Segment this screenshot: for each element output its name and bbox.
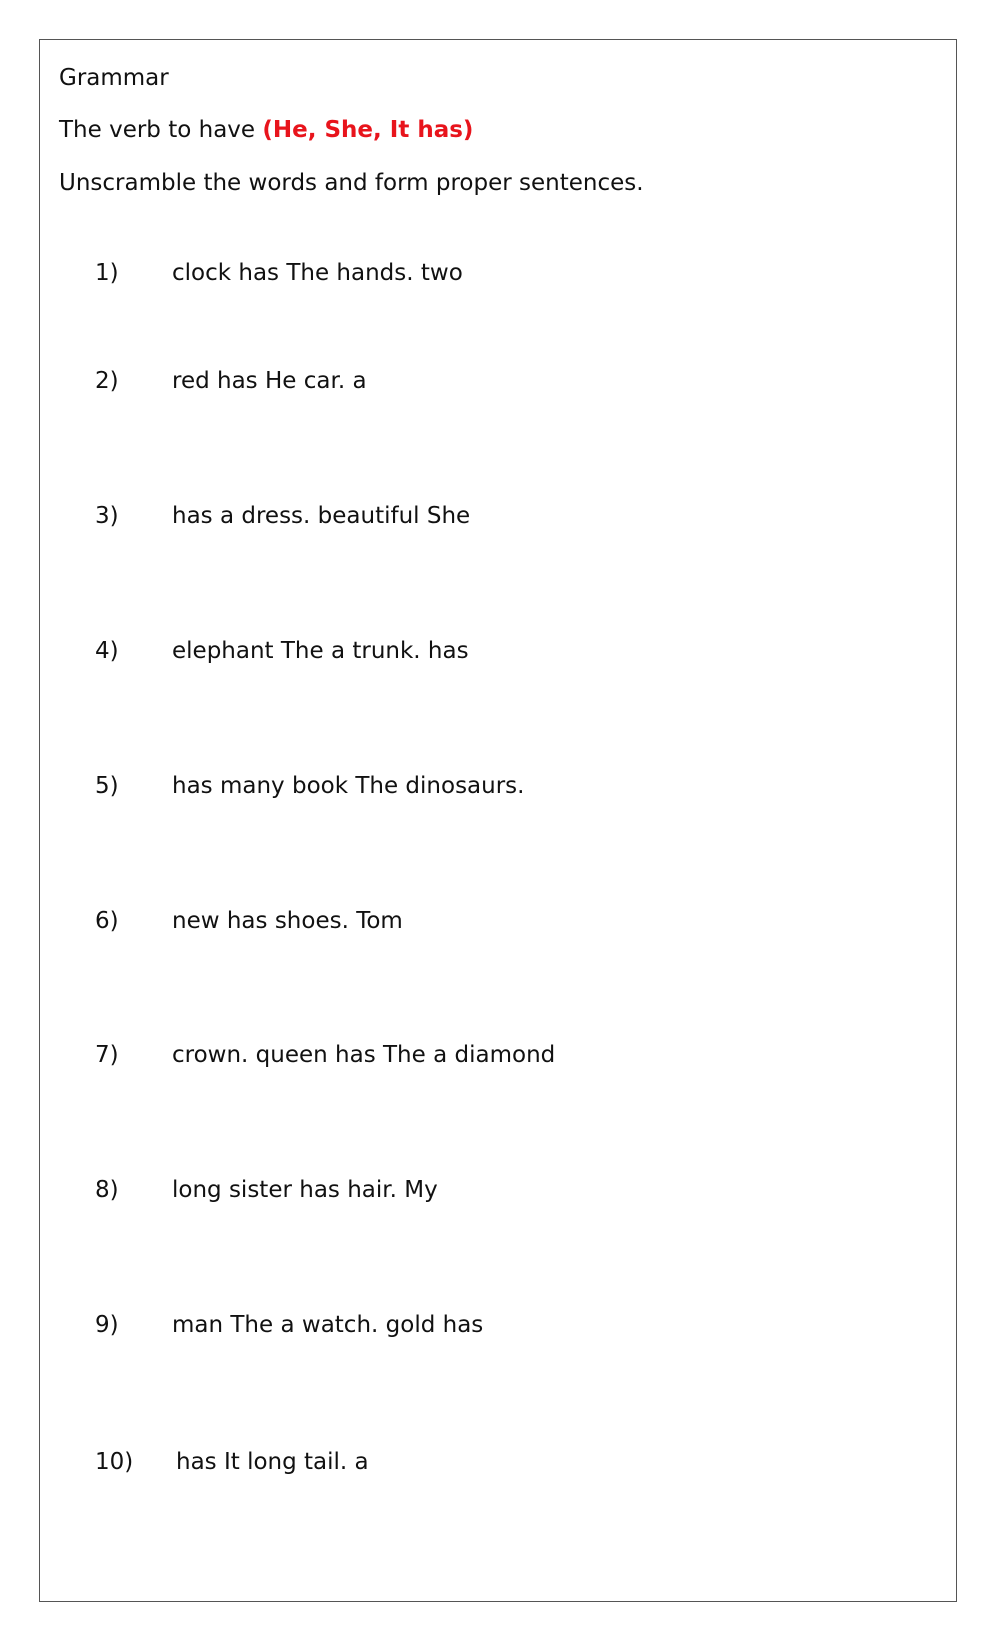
item-number: 6) [95,908,119,934]
scrambled-sentence: crown. queen has The a diamond [172,1042,556,1068]
item-number: 2) [95,368,119,394]
item-number: 3) [95,503,119,529]
subtitle-highlight: (He, She, It has) [262,117,474,143]
scrambled-sentence: has It long tail. a [176,1449,369,1475]
scrambled-sentence: red has He car. a [172,368,367,394]
item-number: 10) [95,1449,134,1475]
item-number: 4) [95,638,119,664]
item-number: 5) [95,773,119,799]
scrambled-sentence: clock has The hands. two [172,260,463,286]
item-number: 9) [95,1312,119,1338]
worksheet-heading: Grammar [59,65,169,91]
scrambled-sentence: man The a watch. gold has [172,1312,484,1338]
item-number: 1) [95,260,119,286]
worksheet-subtitle [59,115,473,145]
scrambled-sentence: new has shoes. Tom [172,908,403,934]
scrambled-sentence: long sister has hair. My [172,1177,438,1203]
instruction: Unscramble the words and form proper sentences. [59,170,644,196]
item-number: 7) [95,1042,119,1068]
scrambled-sentence: has many book The dinosaurs. [172,773,525,799]
item-number: 8) [95,1177,119,1203]
scrambled-sentence: has a dress. beautiful She [172,503,471,529]
subtitle-text: The verb to have [59,117,263,143]
scrambled-sentence: elephant The a trunk. has [172,638,469,664]
